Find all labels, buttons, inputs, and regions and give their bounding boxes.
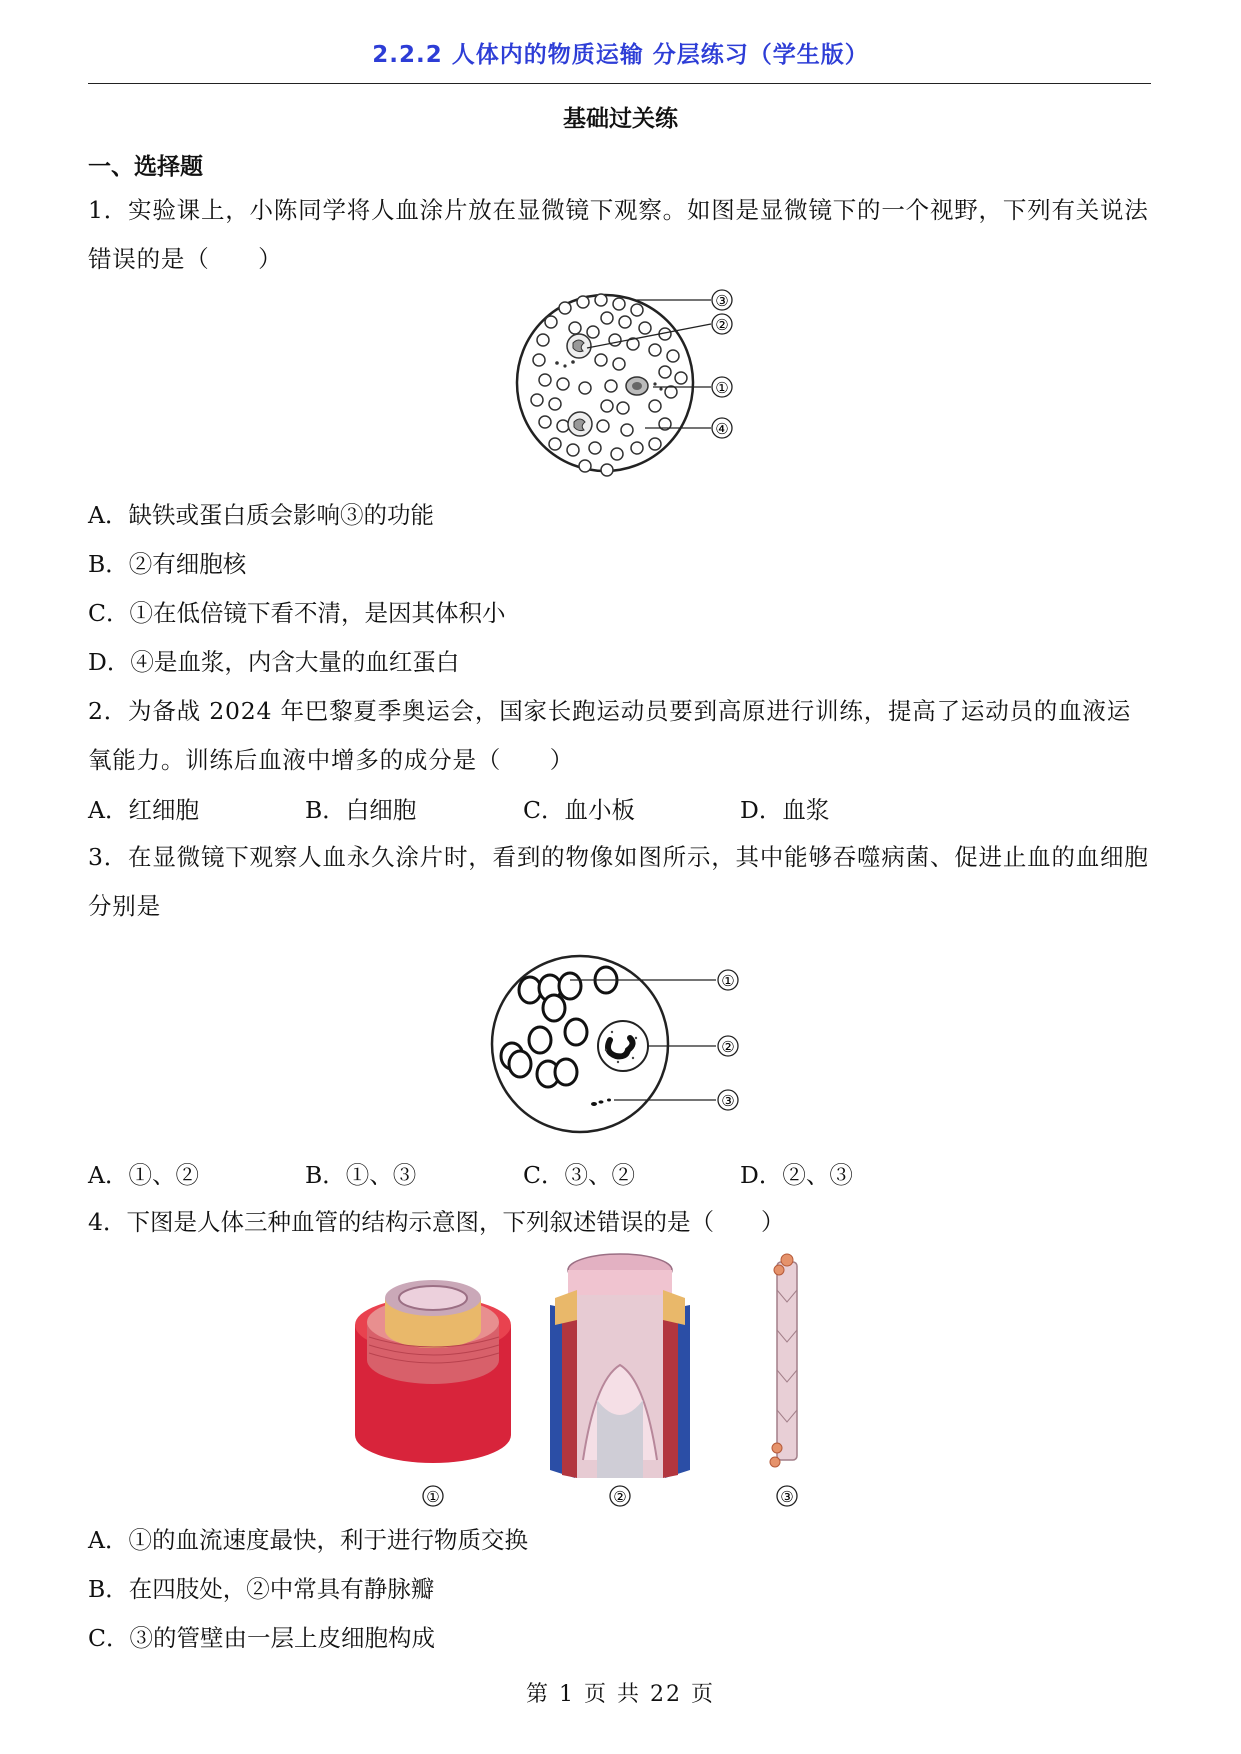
red-blood-cell xyxy=(557,378,569,390)
red-blood-cell xyxy=(579,382,591,394)
red-blood-cell xyxy=(509,1051,531,1077)
red-blood-cell xyxy=(567,444,579,456)
fig2-label-1: ① xyxy=(721,972,735,990)
red-blood-cell xyxy=(537,334,549,346)
page-footer: 第 1 页 共 22 页 xyxy=(526,1682,715,1707)
q4-option-b[interactable]: B．在四肢处，②中常具有静脉瓣 xyxy=(88,1575,435,1603)
part-title: 一、选择题 xyxy=(88,154,203,180)
red-blood-cell xyxy=(543,995,565,1021)
red-blood-cell xyxy=(631,442,643,454)
q2-option-c[interactable]: C．血小板 xyxy=(523,796,635,824)
red-blood-cell xyxy=(597,420,609,432)
document-header: 2.2.2 人体内的物质运输 分层练习（学生版） xyxy=(372,42,869,68)
red-blood-cell xyxy=(529,1027,551,1053)
section-title: 基础过关练 xyxy=(563,106,678,132)
q4-option-a[interactable]: A．①的血流速度最快，利于进行物质交换 xyxy=(88,1526,528,1554)
q1-option-a[interactable]: A．缺铁或蛋白质会影响③的功能 xyxy=(88,501,434,529)
q3-option-b[interactable]: B．①、③ xyxy=(305,1161,417,1189)
red-blood-cell xyxy=(675,372,687,384)
red-blood-cell xyxy=(539,416,551,428)
red-blood-cell xyxy=(595,354,607,366)
red-blood-cell xyxy=(557,420,569,432)
red-blood-cell xyxy=(549,438,561,450)
red-blood-cell xyxy=(539,374,551,386)
question-3-stem: 3．在显微镜下观察人血永久涂片时，看到的物像如图所示，其中能够吞噬病菌、促进止血的血细胞分别是 xyxy=(88,843,1149,920)
red-blood-cell xyxy=(601,464,613,476)
q2-option-a[interactable]: A．红细胞 xyxy=(88,796,199,824)
red-blood-cell xyxy=(601,312,613,324)
red-blood-cell xyxy=(533,354,545,366)
question-4-stem: 4．下图是人体三种血管的结构示意图，下列叙述错误的是（ ） xyxy=(88,1208,785,1236)
red-blood-cell xyxy=(595,294,607,306)
red-blood-cell xyxy=(621,424,633,436)
red-blood-cell xyxy=(545,316,557,328)
red-blood-cell xyxy=(617,402,629,414)
red-blood-cell xyxy=(649,344,661,356)
red-blood-cell xyxy=(565,1019,587,1045)
blood-smear-figure-2 xyxy=(488,952,758,1137)
question-1-stem: 1．实验课上，小陈同学将人血涂片放在显微镜下观察。如图是显微镜下的一个视野，下列有关说法错误的是（ ） xyxy=(88,196,1149,273)
fig2-label-3: ③ xyxy=(721,1092,735,1110)
capillary-illustration xyxy=(770,1254,797,1467)
red-blood-cell xyxy=(601,400,613,412)
red-blood-cell xyxy=(579,460,591,472)
red-blood-cell xyxy=(559,973,581,999)
red-blood-cell xyxy=(611,448,623,460)
red-blood-cell xyxy=(649,438,661,450)
red-blood-cell xyxy=(577,296,589,308)
red-blood-cell xyxy=(649,400,661,412)
header-divider xyxy=(88,83,1151,84)
red-blood-cell xyxy=(589,442,601,454)
red-blood-cell xyxy=(569,322,581,334)
q1-option-c[interactable]: C．①在低倍镜下看不清，是因其体积小 xyxy=(88,599,506,627)
red-blood-cell xyxy=(587,326,599,338)
fig1-label-4: ④ xyxy=(715,420,729,438)
white-blood-cell-2 xyxy=(598,1021,648,1071)
red-blood-cell xyxy=(667,350,679,362)
q4-option-c[interactable]: C．③的管壁由一层上皮细胞构成 xyxy=(88,1624,435,1652)
red-blood-cell xyxy=(605,380,617,392)
red-blood-cell xyxy=(639,322,651,334)
red-blood-cell xyxy=(659,366,671,378)
question-2-stem: 2．为备战 2024 年巴黎夏季奥运会，国家长跑运动员要到高原进行训练，提高了运动员的血液运氧能力。训练后血液中增多的成分是（ ） xyxy=(88,697,1131,774)
fig1-label-3: ③ xyxy=(715,292,729,310)
artery-illustration xyxy=(355,1280,511,1463)
fig1-label-2: ② xyxy=(715,316,729,334)
q1-option-d[interactable]: D．④是血浆，内含大量的血红蛋白 xyxy=(88,648,460,676)
red-blood-cell xyxy=(619,316,631,328)
q2-option-d[interactable]: D．血浆 xyxy=(740,796,830,824)
fig3-label-2: ② xyxy=(613,1488,627,1506)
fig3-label-3: ③ xyxy=(780,1488,794,1506)
q3-option-d[interactable]: D．②、③ xyxy=(740,1161,853,1189)
fig3-label-1: ① xyxy=(426,1488,440,1506)
red-blood-cell xyxy=(559,302,571,314)
red-blood-cell xyxy=(531,394,543,406)
red-blood-cell xyxy=(555,1059,577,1085)
q3-option-a[interactable]: A．①、② xyxy=(88,1161,199,1189)
q3-option-c[interactable]: C．③、② xyxy=(523,1161,635,1189)
red-blood-cell xyxy=(665,386,677,398)
red-blood-cell xyxy=(549,398,561,410)
fig1-label-1: ① xyxy=(715,379,729,397)
fig2-label-2: ② xyxy=(721,1038,735,1056)
red-blood-cell xyxy=(609,334,621,346)
red-blood-cell xyxy=(613,358,625,370)
red-blood-cell xyxy=(613,298,625,310)
red-blood-cell xyxy=(631,304,643,316)
blood-vessels-figure xyxy=(345,1250,915,1510)
blood-smear-figure-1 xyxy=(515,288,740,483)
vein-illustration xyxy=(550,1254,690,1478)
q2-option-b[interactable]: B．白细胞 xyxy=(305,796,417,824)
q1-option-b[interactable]: B．②有细胞核 xyxy=(88,550,247,578)
